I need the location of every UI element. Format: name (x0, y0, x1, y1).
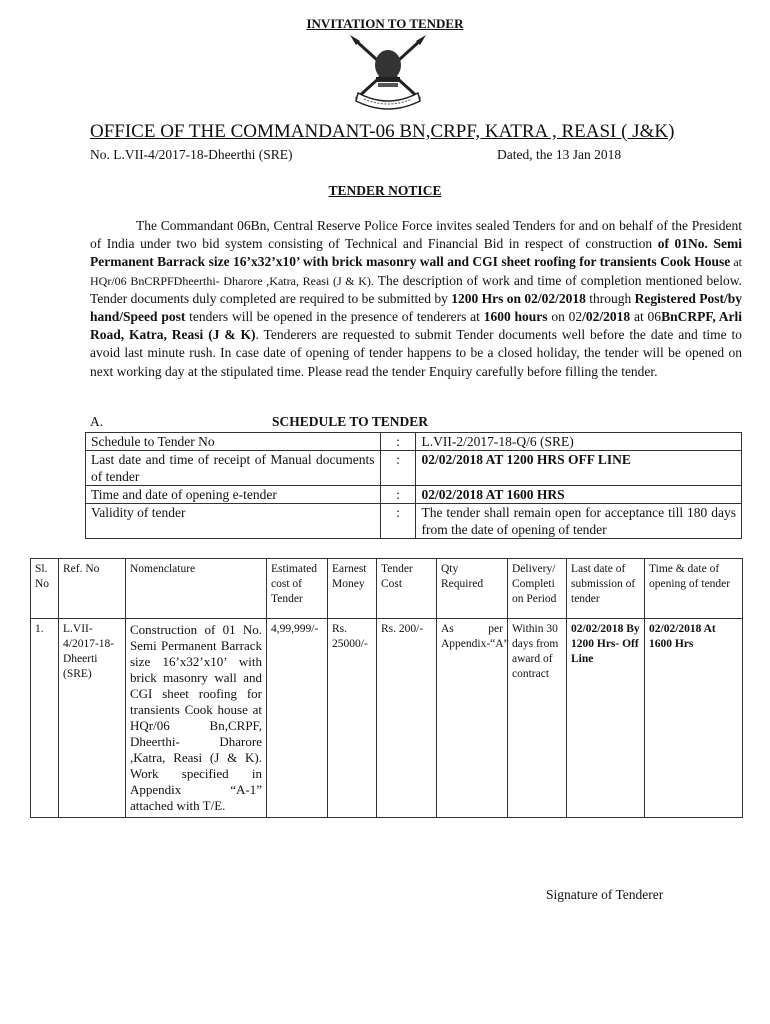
header-qty: Qty Required (437, 559, 508, 619)
schedule-row (86, 451, 742, 486)
header-sl-no: Sl. No (31, 559, 59, 619)
schedule-colon: : (380, 451, 416, 486)
cell-sl-no: 1. (31, 619, 59, 818)
section-letter: A. (90, 414, 104, 429)
cell-opening: 02/02/2018 At 1600 Hrs (645, 619, 743, 818)
office-title: OFFICE OF THE COMMANDANT-06 BN,CRPF, KATRA , REASI ( J&K) (90, 121, 675, 142)
schedule-row (86, 486, 742, 504)
schedule-value: 02/02/2018 AT 1200 HRS OFF LINE (416, 451, 742, 486)
header-ref-no: Ref. No (59, 559, 126, 619)
schedule-value: 02/02/2018 AT 1600 HRS (416, 486, 742, 504)
header-opening: Time & date of opening of tender (645, 559, 743, 619)
header-estimated-cost: Estimated cost of Tender (267, 559, 328, 619)
signature-label: Signature of Tenderer (546, 887, 664, 902)
cell-ref-no: L.VII-4/2017-18-Dheerti (SRE) (59, 619, 126, 818)
header-last-date: Last date of submission of tender (567, 559, 645, 619)
cell-last-date: 02/02/2018 By 1200 Hrs- Off Line (567, 619, 645, 818)
header-nomenclature: Nomenclature (126, 559, 267, 619)
cell-earnest-money: Rs. 25000/- (328, 619, 377, 818)
cell-qty: As per Appendix-“A” (437, 619, 508, 818)
cell-tender-cost: Rs. 200/- (377, 619, 437, 818)
table-row (31, 619, 743, 818)
cell-estimated-cost: 4,99,999/- (267, 619, 328, 818)
header-earnest-money: Earnest Money (328, 559, 377, 619)
schedule-colon: : (380, 486, 416, 504)
schedule-table (85, 432, 742, 539)
header-delivery: Delivery/ Completi on Period (508, 559, 567, 619)
schedule-colon: : (380, 504, 416, 539)
schedule-value: L.VII-2/2017-18-Q/6 (SRE) (416, 433, 742, 451)
crpf-emblem-icon (340, 33, 436, 115)
cell-nomenclature: Construction of 01 No. Semi Permanent Barrack size 16’x32’x10’ with brick masonry wall and CGI sheet roofing for transients Cook house at HQr/06 Bn,CRPF, Dheerthi- Dharore ,Katra, Reasi (J & K). Work specified in Appendix “A-1” attached with T/E. (126, 619, 267, 818)
table-header-row (31, 559, 743, 619)
tender-notice-body: The Commandant 06Bn, Central Reserve Police Force invites sealed Tenders for and on behalf of the President of India under two bid system consisting of Technical and Financial Bid in respect of construction of 01No. Semi Permanent Barrack size 16’x32’x10’ with brick masonry wall and CGI sheet roofing for transients Cook House at HQr/06 BnCRPFDheerthi- Dharore ,Katra, Reasi (J & K). The description of work and time of completion mentioned below. Tender documents duly completed are required to be submitted by 1200 Hrs on 02/02/2018 through Registered Post/by hand/Speed post tenders will be opened in the presence of tenderers at 1600 hours on 02/02/2018 at 06BnCRPF, Arli Road, Katra, Reasi (J & K). Tenderers are requested to submit Tender documents well before the date and time to avoid last minute rush. In case date of opening of tender happens to be a closed holiday, the tender will be opened on next working day at the stipulated time. Please read the tender Enquiry carefully before filling the tender. (90, 218, 743, 379)
tender-notice-title: TENDER NOTICE (328, 183, 442, 198)
schedule-colon: : (380, 433, 416, 451)
header-tender-cost: Tender Cost (377, 559, 437, 619)
schedule-row (86, 504, 742, 539)
schedule-title: SCHEDULE TO TENDER (272, 414, 429, 429)
reference-number: No. L.VII-4/2017-18-Dheerthi (SRE) (90, 147, 293, 162)
tender-details-table (30, 558, 743, 818)
schedule-value: The tender shall remain open for acceptance till 180 days from the date of opening of tender (416, 504, 742, 539)
schedule-row (86, 433, 742, 451)
schedule-label: Schedule to Tender No (86, 433, 381, 451)
schedule-label: Validity of tender (86, 504, 381, 539)
schedule-label: Last date and time of receipt of Manual documents of tender (86, 451, 381, 486)
invitation-heading: INVITATION TO TENDER (306, 16, 464, 31)
schedule-label: Time and date of opening e-tender (86, 486, 381, 504)
cell-delivery: Within 30 days from award of contract (508, 619, 567, 818)
dated-line: Dated, the 13 Jan 2018 (497, 147, 622, 162)
